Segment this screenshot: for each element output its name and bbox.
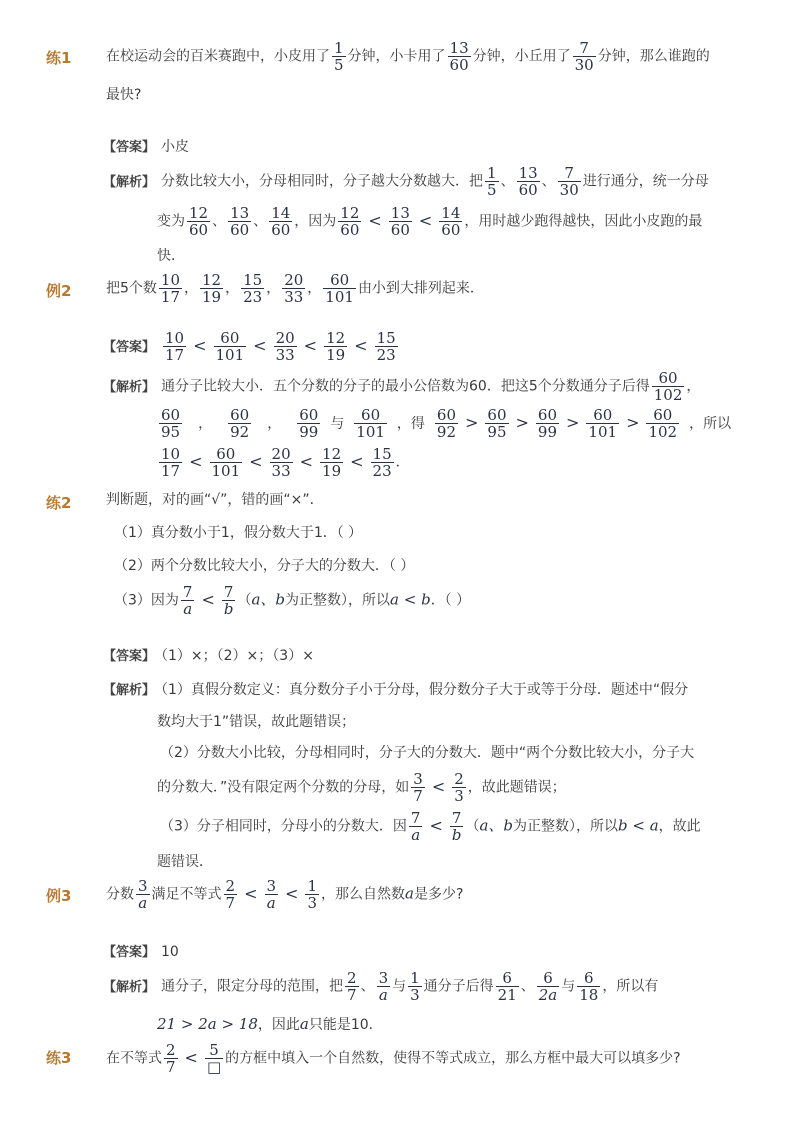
fraction: $\frac{60}{95}$ xyxy=(487,406,507,441)
fraction: $\frac{12}{60}$ xyxy=(189,204,209,239)
answer-label: 【答案】 xyxy=(103,339,156,355)
text: 分钟，小丘用了 xyxy=(472,48,571,65)
analysis-line: $\frac{60}{95}$ ， $\frac{60}{92}$ ， $\frac{60}{99}$ 与 $\frac{60}{101}$ ，得 $\frac{60}{92}$ > $\frac{60}{95}$ > $\frac{60}{99}$ > $\frac{60}{101}$ > $\frac{60}{102}$ ，所以 xyxy=(161,406,732,441)
fraction: $\frac{60}{102}$ xyxy=(648,406,678,441)
fraction: $\frac{1}{5}$ xyxy=(334,39,344,74)
exercise-tag: 练3 xyxy=(46,1049,72,1067)
question-line: 在不等式 $\frac{2}{7}$ < 5 □ 的方框中填入一个自然数，使得不等式成立，那么方框中最大可以填多少? xyxy=(106,1041,681,1076)
analysis-label: 【解析】 xyxy=(103,379,156,395)
example-tag: 例2 xyxy=(46,282,72,300)
fraction: $\frac{3}{a}$ xyxy=(266,877,277,912)
fraction: $\frac{60}{101}$ xyxy=(211,445,241,480)
fraction: $\frac{14}{60}$ xyxy=(441,204,461,239)
answer-label: 【答案】 xyxy=(103,945,156,960)
fraction: $\frac{60}{92}$ xyxy=(230,406,250,441)
analysis-line: 快． xyxy=(157,248,185,264)
fraction: $\frac{60}{99}$ xyxy=(299,406,319,441)
fraction: $\frac{13}{60}$ xyxy=(449,39,469,74)
analysis-line: 变为 $\frac{12}{60}$ 、 $\frac{13}{60}$ 、 $\frac{14}{60}$ ，因为 $\frac{12}{60}$ < $\frac{13}{60}$ < $\frac{14}{60}$ ，用时越少跑得越快，因此小皮跑的最 xyxy=(157,204,703,239)
exercise-tag: 练2 xyxy=(46,494,72,512)
analysis-line: 【解析】 通分子，限定分母的范围，把 $\frac{2}{7}$ 、 $\frac{3}{a}$ 与 $\frac{1}{3}$ 通分子后得 $\frac{6}{21}$ 、 $\frac{6}{2a}$ 与 $\frac{6}{18}$ ，所以有 xyxy=(103,969,659,1004)
fraction: $\frac{15}{23}$ xyxy=(243,271,263,306)
analysis-label: 【解析】 xyxy=(103,683,156,698)
fraction: $\frac{7}{b}$ xyxy=(451,809,462,844)
fraction: $\frac{3}{a}$ xyxy=(378,969,389,1004)
analysis-line: （2）分数大小比较，分母相同时，分子大的分数大．题中“两个分数比较大小，分子大 xyxy=(160,745,695,761)
analysis-line: 【解析】 （1）真假分数定义：真分数分子小于分母，假分数分子大于或等于分母．题述中“假分 xyxy=(103,682,689,698)
analysis-line: 21 > 2a > 18，因此a只能是10． xyxy=(157,1015,383,1033)
question-line: 把5个数 $\frac{10}{17}$ ， $\frac{12}{19}$ ， $\frac{15}{23}$ ， $\frac{20}{33}$ ， $\frac{60}{101}$ 由小到大排列起来． xyxy=(106,271,484,306)
fraction: $\frac{20}{33}$ xyxy=(271,445,291,480)
fraction: $\frac{13}{60}$ xyxy=(518,164,538,199)
statement-line: （2）两个分数比较大小，分子大的分数大．（ ） xyxy=(114,558,415,574)
fraction: $\frac{60}{101}$ xyxy=(356,406,385,441)
fraction: $\frac{15}{23}$ xyxy=(372,445,392,480)
fraction: $\frac{3}{7}$ xyxy=(413,770,423,805)
fraction: $\frac{60}{101}$ xyxy=(215,329,245,364)
fraction: $\frac{15}{23}$ xyxy=(376,329,396,364)
exercise-tag: 练1 xyxy=(46,49,72,67)
analysis-line: 题错误． xyxy=(157,854,213,870)
answer-label: 【答案】 xyxy=(103,140,156,155)
fraction: $\frac{12}{19}$ xyxy=(322,445,342,480)
question-line: 分数 $\frac{3}{a}$ 满足不等式 $\frac{2}{7}$ < $\frac{3}{a}$ < $\frac{1}{3}$ ，那么自然数a是多少? xyxy=(106,877,464,912)
question-line: 最快? xyxy=(106,87,142,103)
analysis-line: $\frac{10}{17}$ < $\frac{60}{101}$ < $\frac{20}{33}$ < $\frac{12}{19}$ < $\frac{15}{23}$ ． xyxy=(161,445,410,480)
fraction: $\frac{7}{30}$ xyxy=(559,164,579,199)
fraction: $\frac{60}{101}$ xyxy=(588,406,618,441)
answer-line: 【答案】 $\frac{10}{17}$ < $\frac{60}{101}$ < $\frac{20}{33}$ < $\frac{12}{19}$ < $\frac{15}{23}$ xyxy=(103,329,396,364)
question-line xyxy=(106,40,710,73)
fraction: $\frac{60}{99}$ xyxy=(537,406,558,441)
answer-line: 【答案】 10 xyxy=(103,944,179,960)
fraction: $\frac{10}{17}$ xyxy=(165,329,185,364)
fraction: 5 □ xyxy=(206,1041,222,1076)
statement-line: （1）真分数小于1，假分数大于1．（ ） xyxy=(114,525,363,541)
analysis-label: 【解析】 xyxy=(103,979,156,995)
fraction: $\frac{60}{102}$ xyxy=(653,369,683,404)
example-tag: 例3 xyxy=(46,887,72,905)
fraction: $\frac{10}{17}$ xyxy=(160,271,181,306)
fraction: $\frac{1}{3}$ xyxy=(307,877,317,912)
fraction: $\frac{7}{a}$ xyxy=(410,809,421,844)
analysis-line: 数均大于1”错误，故此题错误； xyxy=(157,714,356,730)
answer-line xyxy=(103,137,189,158)
fraction: $\frac{2}{7}$ xyxy=(347,969,357,1004)
text: 分钟，那么谁跑的 xyxy=(597,48,710,65)
fraction: $\frac{7}{b}$ xyxy=(223,583,234,618)
analysis-line: 【解析】 通分子比较大小．五个分数的分子的最小公倍数为60．把这5个分数通分子后得 $\frac{60}{102}$ ， xyxy=(103,369,701,404)
fraction: $\frac{3}{a}$ xyxy=(138,877,148,912)
analysis-line: 【解析】 分数比较大小，分母相同时，分子越大分数越大．把 $\frac{1}{5}$ 、 $\frac{13}{60}$ 、 $\frac{7}{30}$ 进行通分，统一分母 xyxy=(103,164,709,199)
fraction: $\frac{13}{60}$ xyxy=(230,204,250,239)
fraction: $\frac{6}{18}$ xyxy=(579,969,599,1004)
fraction: $\frac{12}{60}$ xyxy=(340,204,360,239)
answer-label: 【答案】 xyxy=(103,649,156,664)
statement-line: （3）因为 $\frac{7}{a}$ < $\frac{7}{b}$ （a、b为正整数），所以a < b．（ ） xyxy=(114,583,471,618)
text: 在校运动会的百米赛跑中，小皮用了 xyxy=(106,48,330,65)
fraction: $\frac{14}{60}$ xyxy=(271,204,291,239)
fraction: $\frac{12}{19}$ xyxy=(202,271,222,306)
analysis-line: （3）分子相同时，分母小的分数大．因 $\frac{7}{a}$ < $\frac{7}{b}$ （a、b为正整数），所以b < a，故此 xyxy=(160,809,701,844)
text: 分数比较大小，分母相同时，分子越大分数越大．把 xyxy=(161,173,484,190)
answer-line: 【答案】 （1）×；（2）×；（3）× xyxy=(103,648,314,664)
fraction: $\frac{20}{33}$ xyxy=(275,329,295,364)
analysis-line: 的分数大．”没有限定两个分数的分母，如 $\frac{3}{7}$ < $\frac{2}{3}$ ，故此题错误； xyxy=(157,770,566,805)
fraction: $\frac{7}{a}$ xyxy=(182,583,193,618)
fraction: $\frac{20}{33}$ xyxy=(284,271,304,306)
fraction: $\frac{13}{60}$ xyxy=(390,204,410,239)
analysis-label: 【解析】 xyxy=(103,174,156,190)
fraction: $\frac{2}{3}$ xyxy=(454,770,464,805)
fraction: $\frac{60}{92}$ xyxy=(436,406,457,441)
fraction: $\frac{60}{95}$ xyxy=(161,406,181,441)
fraction: $\frac{7}{30}$ xyxy=(574,39,594,74)
text: 进行通分，统一分母 xyxy=(582,173,709,190)
fraction: $\frac{12}{19}$ xyxy=(326,329,346,364)
answer-text: 小皮 xyxy=(161,139,190,155)
fraction: $\frac{60}{101}$ xyxy=(325,271,354,306)
fraction: $\frac{6}{2a}$ xyxy=(538,969,558,1004)
fraction: $\frac{1}{3}$ xyxy=(410,969,420,1004)
text: 分钟，小卡用了 xyxy=(347,48,446,65)
question-line: 判断题，对的画“√”，错的画“×”． xyxy=(106,492,324,508)
fraction: $\frac{2}{7}$ xyxy=(166,1041,176,1076)
fraction: $\frac{10}{17}$ xyxy=(161,445,181,480)
fraction: $\frac{1}{5}$ xyxy=(487,164,497,199)
fraction: $\frac{6}{21}$ xyxy=(497,969,517,1004)
fraction: $\frac{2}{7}$ xyxy=(225,877,236,912)
